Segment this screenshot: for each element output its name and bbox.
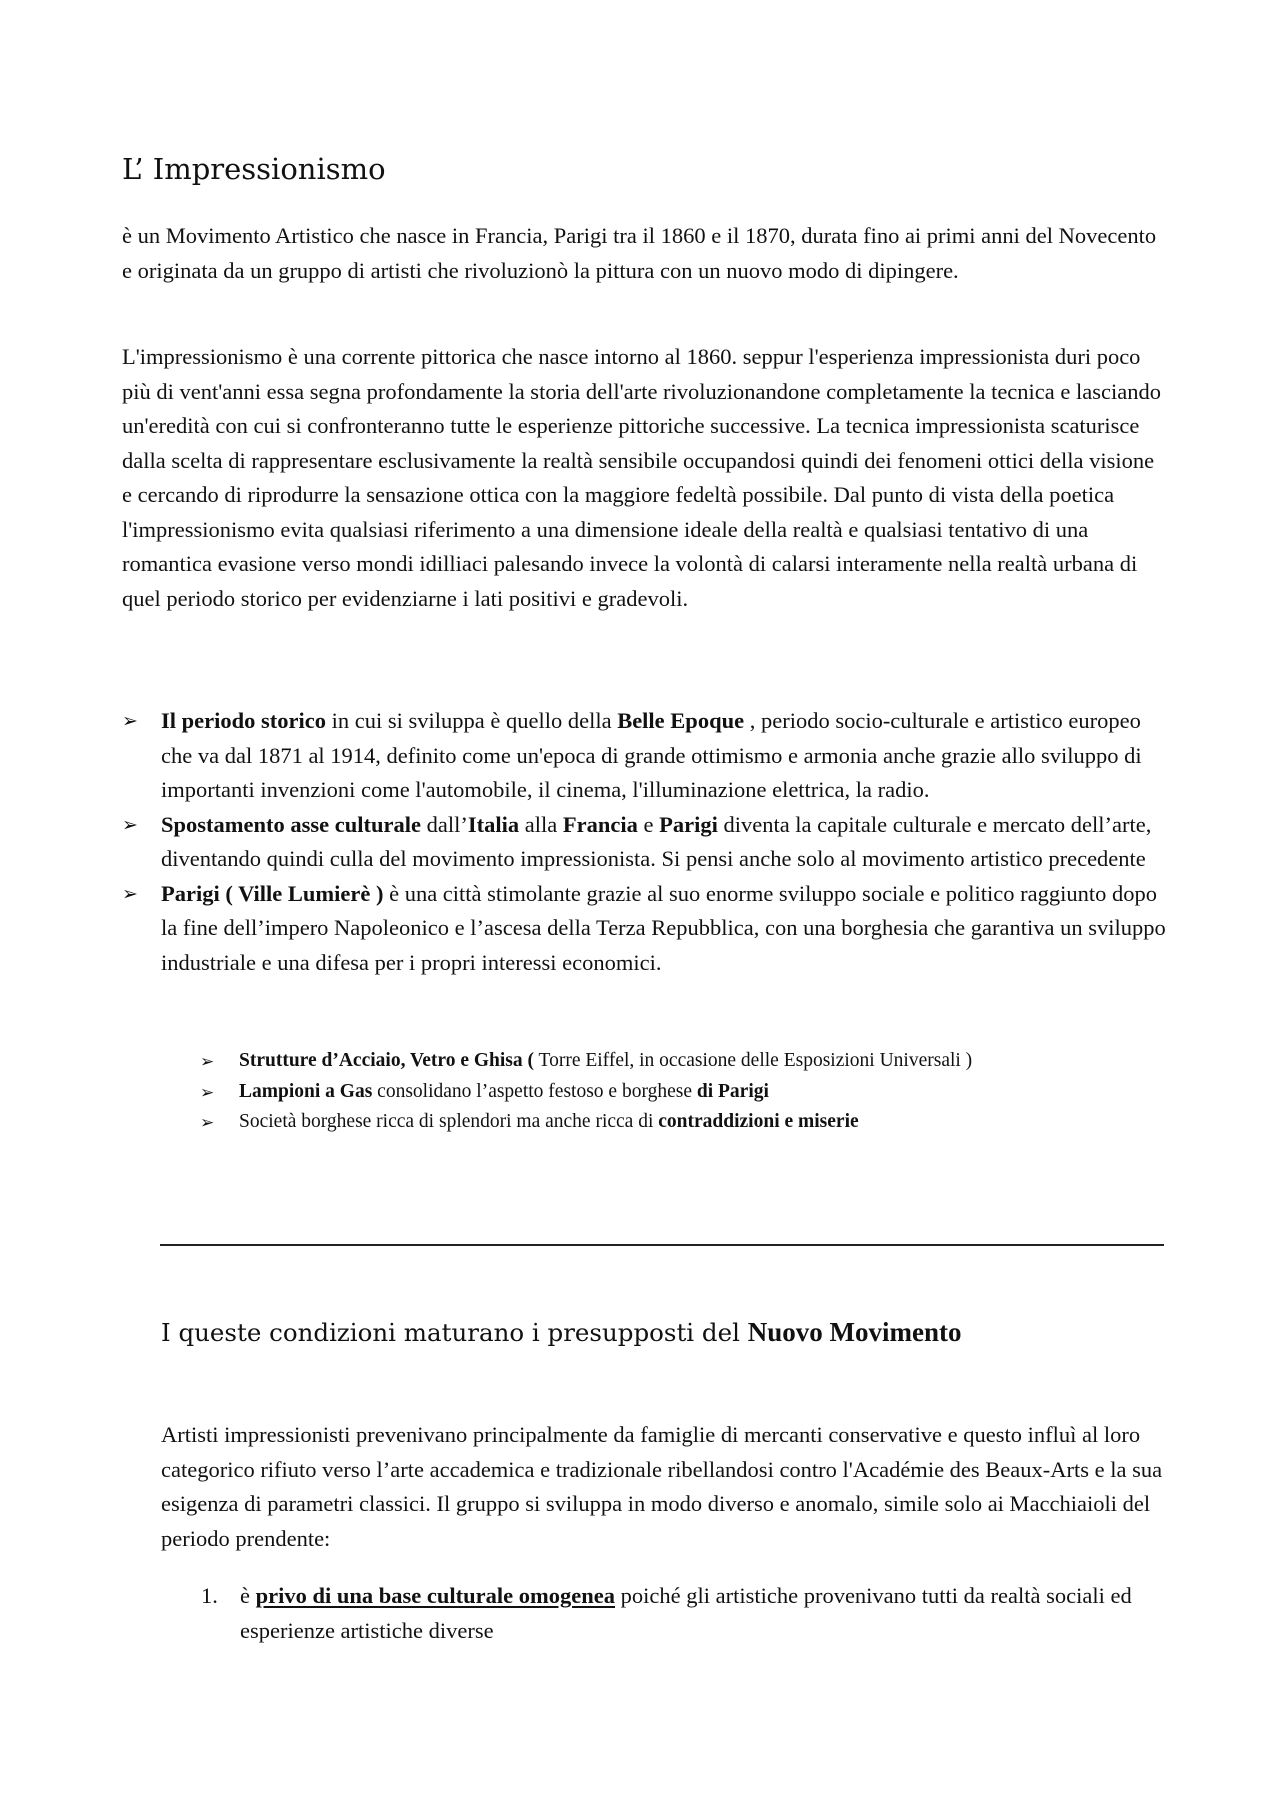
text: consolidano l’aspetto festoso e borghese bbox=[372, 1080, 697, 1102]
bold-text: Strutture d’Acciaio, Vetro e Ghisa ( bbox=[239, 1050, 535, 1071]
list-item bbox=[161, 1579, 1171, 1648]
list-item bbox=[200, 1077, 1180, 1108]
bold-text: Lampioni a Gas bbox=[239, 1080, 373, 1102]
heading-bold-text: Nuovo Movimento bbox=[747, 1317, 962, 1347]
text: è una città stimolante grazie al suo enorme sviluppo sociale e politico raggiunto dopo la fine dell’impero Napoleonico e l’ascesa della Terza Repubblica, con una borghesia che garantiva un sviluppo industriale e una difesa per i propri interessi economici. bbox=[161, 880, 1166, 975]
bold-text: Parigi ( Ville Lumierè ) bbox=[161, 880, 384, 906]
bold-text: contraddizioni e miserie bbox=[658, 1111, 859, 1132]
sub-bullet-list bbox=[200, 1046, 1180, 1138]
arrowhead-icon: ➢ bbox=[200, 1052, 215, 1072]
underlined-bold-text: privo di una base culturale omogenea bbox=[255, 1583, 616, 1608]
list-number: 1. bbox=[201, 1583, 218, 1608]
bold-text: Francia bbox=[562, 811, 638, 837]
intro-paragraph: è un Movimento Artistico che nasce in Francia, Parigi tra il 1860 e il 1870, durata fino ai primi anni del Novecento e originata da un gruppo di artisti che rivoluzionò la pittura con un nuovo modo di dipingere. bbox=[122, 223, 1157, 283]
bold-text: Il periodo storico bbox=[161, 708, 326, 733]
text: diventa la capitale culturale e mercato dell’arte, diventando quindi culla del movimento impressionista. Si pensi anche solo al movimento artistico precedente bbox=[161, 811, 1152, 871]
list-item bbox=[200, 1107, 1180, 1138]
numbered-list bbox=[161, 1579, 1171, 1648]
text: dall’ bbox=[421, 811, 468, 837]
section-heading bbox=[161, 1317, 961, 1348]
bold-text: di Parigi bbox=[696, 1080, 769, 1102]
text: alla bbox=[519, 811, 563, 837]
text: è bbox=[240, 1583, 256, 1608]
text: , periodo socio-culturale e artistico europeo che va dal 1871 al 1914, definito come un'epoca di grande ottimismo e armonia anche grazie allo sviluppo di importanti invenzioni come l'automobile, il cinema, l'illuminazione elettrica, la radio. bbox=[161, 708, 1142, 802]
description-paragraph: L'impressionismo è una corrente pittorica che nasce intorno al 1860. seppur l'esperienza impressionista duri poco più di vent'anni essa segna profondamente la storia dell'arte rivoluzionandone completamente la tecnica e lasciando un'eredità con cui si confronteranno tutte le esperienze pittoriche successive. La tecnica impressionista scaturisce dalla scelta di rappresentare esclusivamente la realtà sensibile occupandosi quindi dei fenomeni ottici della visione e cercando di riprodurre la sensazione ottica con la maggiore fedeltà possibile. Dal punto di vista della poetica l'impressionismo evita qualsiasi riferimento a una dimensione ideale della realtà e qualsiasi tentativo di una romantica evasione verso mondi idilliaci palesando invece la volontà di calarsi interamente nella realtà urbana di quel periodo storico per evidenziarne i lati positivi e gradevoli. bbox=[122, 344, 1161, 611]
arrowhead-icon: ➢ bbox=[200, 1113, 215, 1133]
bold-text: Belle Epoque bbox=[617, 708, 745, 733]
horizontal-divider bbox=[160, 1244, 1164, 1246]
arrowhead-icon: ➢ bbox=[122, 813, 138, 836]
section-paragraph: Artisti impressionisti prevenivano principalmente da famiglie di mercanti conservative e questo influì al loro categorico rifiuto verso l’arte accademica e tradizionale ribellandosi contro l'Académie des Beaux-Arts e la sua esigenza di parametri classici. Il gruppo si sviluppa in modo diverso e anomalo, simile solo ai Macchiaioli del periodo prendente: bbox=[161, 1422, 1163, 1551]
text: in cui si sviluppa è quello della bbox=[325, 708, 618, 733]
arrowhead-icon: ➢ bbox=[122, 882, 138, 905]
list-item bbox=[200, 1046, 1180, 1077]
text: poiché gli artistiche provenivano tutti da realtà sociali ed esperienze artistiche diverse bbox=[240, 1583, 1132, 1643]
list-item bbox=[122, 808, 1172, 877]
text: Società borghese ricca di splendori ma anche ricca di bbox=[239, 1111, 659, 1132]
arrowhead-icon: ➢ bbox=[122, 710, 138, 732]
list-item bbox=[122, 877, 1172, 981]
document-title: L’ Impressionismo bbox=[122, 152, 386, 186]
text: Torre Eiffel, in occasione delle Esposizioni Universali ) bbox=[534, 1050, 973, 1071]
arrowhead-icon: ➢ bbox=[200, 1082, 215, 1103]
text: e bbox=[637, 811, 660, 837]
bold-text: Italia bbox=[467, 811, 520, 837]
bullet-list bbox=[122, 704, 1172, 980]
bold-text: Spostamento asse culturale bbox=[161, 811, 421, 837]
bold-text: Parigi bbox=[659, 811, 718, 837]
list-item bbox=[122, 704, 1172, 808]
heading-text: I queste condizioni maturano i presupposti del bbox=[161, 1318, 748, 1347]
